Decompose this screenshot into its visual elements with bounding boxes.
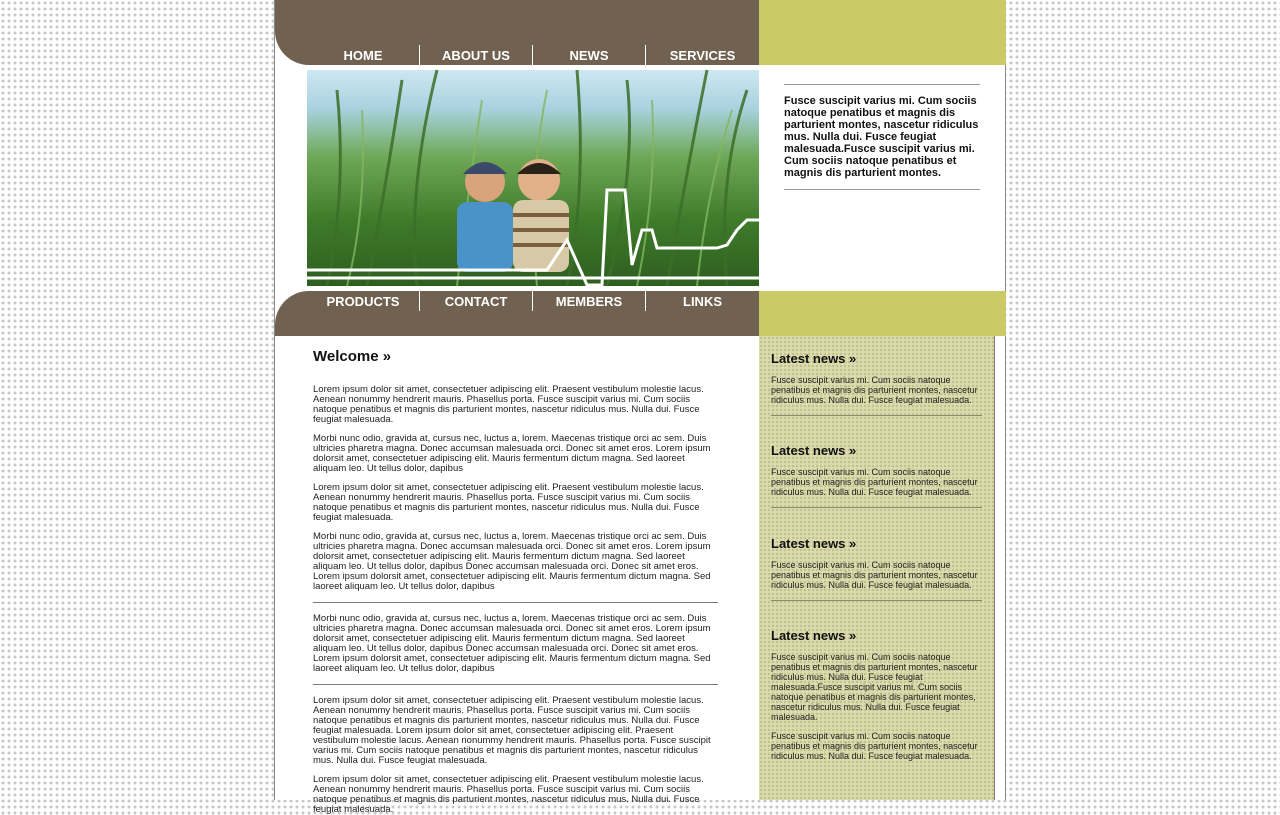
secondary-accent (759, 291, 1006, 336)
nav-about-us[interactable]: ABOUT US (420, 45, 533, 65)
header-accent (759, 0, 1006, 65)
divider (313, 602, 718, 603)
hero-image (307, 70, 759, 286)
news-text: Fusce suscipit varius mi. Cum sociis natoque penatibus et magnis dis parturient montes, nascetur ridiculus mus. Nulla dui. Fusce feugiat malesuada. (771, 375, 978, 405)
sidebar-intro: Fusce suscipit varius mi. Cum sociis natoque penatibus et magnis dis parturient montes, nascetur ridiculus mus. Nulla dui. Fusce feugiat malesuada.Fusce suscipit varius mi. Cum sociis natoque penatibus et magnis dis parturient montes. (784, 84, 980, 190)
page-title: Welcome » (313, 348, 392, 365)
news-sidebar (759, 336, 995, 800)
nav-services[interactable]: SERVICES (669, 48, 736, 63)
divider (771, 600, 982, 601)
news-item-1 (771, 351, 983, 416)
news-text-extra: Fusce suscipit varius mi. Cum sociis natoque penatibus et magnis dis parturient montes, nascetur ridiculus mus. Nulla dui. Fusce feugiat malesuada. (771, 731, 978, 761)
news-title[interactable]: Latest news » (771, 536, 857, 551)
news-text: Fusce suscipit varius mi. Cum sociis natoque penatibus et magnis dis parturient montes, nascetur ridiculus mus. Nulla dui. Fusce feugiat malesuada.Fusce suscipit varius mi. Cum sociis natoque penatibus et magnis dis parturient montes, nascetur ridiculus mus. Nulla dui. Fusce feugiat malesuada. (771, 652, 978, 722)
news-title[interactable]: Latest news » (771, 351, 857, 366)
bottom-navigation (307, 291, 759, 311)
news-text: Fusce suscipit varius mi. Cum sociis natoque penatibus et magnis dis parturient montes, nascetur ridiculus mus. Nulla dui. Fusce feugiat malesuada. (771, 560, 978, 590)
divider (771, 507, 982, 508)
nav-members[interactable]: MEMBERS (533, 291, 646, 311)
divider (771, 415, 982, 416)
paragraph-5: Morbi nunc odio, gravida at, cursus nec, luctus a, lorem. Maecenas tristique orci ac sem. Duis ultricies pharetra magna. Donec accumsan malesuada orci. Donec sit amet eros. Lorem ipsum dolorsit amet, consectetuer adipiscing elit. Mauris fermentum dictum magna. Sed laoreet aliquam leo. Ut tellus dolor, dapibus Donec accumsan malesuada orci. Donec sit amet eros. Lorem ipsum dolorsit amet, consectetuer adipiscing elit. Mauris fermentum dictum magna. Sed laoreet aliquam leo. Ut tellus dolor, dapibus (313, 613, 711, 674)
paragraph-2: Morbi nunc odio, gravida at, cursus nec, luctus a, lorem. Maecenas tristique orci ac sem. Duis ultricies pharetra magna. Donec accumsan malesuada orci. Donec sit amet eros. Lorem ipsum dolorsit amet, consectetuer adipiscing elit. Mauris fermentum dictum magna. Sed laoreet aliquam leo. Ut tellus dolor, dapibus (313, 433, 711, 474)
paragraph-7: Lorem ipsum dolor sit amet, consectetuer adipiscing elit. Praesent vestibulum molestie lacus. Aenean nonummy hendrerit mauris. Phasellus porta. Fusce suscipit varius mi. Cum sociis natoque penatibus et magnis dis parturient montes, nascetur ridiculus mus. Nulla dui. Fusce feugiat malesuada. (313, 774, 704, 815)
paragraph-6: Lorem ipsum dolor sit amet, consectetuer adipiscing elit. Praesent vestibulum molestie lacus. Aenean nonummy hendrerit mauris. Phasellus porta. Fusce suscipit varius mi. Cum sociis natoque penatibus et magnis dis parturient montes, nascetur ridiculus mus. Nulla dui. Fusce feugiat malesuada. Lorem ipsum dolor sit amet, consectetuer adipiscing elit. Praesent vestibulum molestie lacus. Aenean nonummy hendrerit mauris. Phasellus porta. Fusce suscipit varius mi. Cum sociis natoque penatibus et magnis dis parturient montes, nascetur ridiculus mus. Nulla dui. Fusce feugiat malesuada. (313, 695, 711, 766)
nav-products[interactable]: PRODUCTS (307, 291, 420, 311)
page-container (274, 0, 1006, 815)
news-item-3 (771, 536, 983, 601)
news-text: Fusce suscipit varius mi. Cum sociis natoque penatibus et magnis dis parturient montes, nascetur ridiculus mus. Nulla dui. Fusce feugiat malesuada. (771, 467, 978, 497)
nav-contact[interactable]: CONTACT (420, 291, 533, 311)
nav-home[interactable]: HOME (307, 45, 420, 65)
news-title[interactable]: Latest news » (771, 443, 857, 458)
news-item-4 (771, 628, 983, 761)
nav-news[interactable]: NEWS (533, 45, 646, 65)
nav-links[interactable]: LINKS (683, 294, 722, 309)
news-item-2 (771, 443, 983, 508)
paragraph-4: Morbi nunc odio, gravida at, cursus nec, luctus a, lorem. Maecenas tristique orci ac sem. Duis ultricies pharetra magna. Donec accumsan malesuada orci. Donec sit amet eros. Lorem ipsum dolorsit amet, consectetuer adipiscing elit. Mauris fermentum dictum magna. Sed laoreet aliquam leo. Ut tellus dolor, dapibus Donec accumsan malesuada orci. Donec sit amet eros. Lorem ipsum dolorsit amet, consectetuer adipiscing elit. Mauris fermentum dictum magna. Sed laoreet aliquam leo. Ut tellus dolor, dapibus (313, 531, 711, 592)
news-title[interactable]: Latest news » (771, 628, 857, 643)
main-content (313, 336, 719, 815)
top-navigation (307, 45, 759, 65)
paragraph-1: Lorem ipsum dolor sit amet, consectetuer adipiscing elit. Praesent vestibulum molestie lacus. Aenean nonummy hendrerit mauris. Phasellus porta. Fusce suscipit varius mi. Cum sociis natoque penatibus et magnis dis parturient montes, nascetur ridiculus mus. Nulla dui. Fusce feugiat malesuada. (313, 384, 704, 425)
paragraph-3: Lorem ipsum dolor sit amet, consectetuer adipiscing elit. Praesent vestibulum molestie lacus. Aenean nonummy hendrerit mauris. Phasellus porta. Fusce suscipit varius mi. Cum sociis natoque penatibus et magnis dis parturient montes, nascetur ridiculus mus. Nulla dui. Fusce feugiat malesuada. (313, 482, 704, 523)
divider (313, 684, 718, 685)
